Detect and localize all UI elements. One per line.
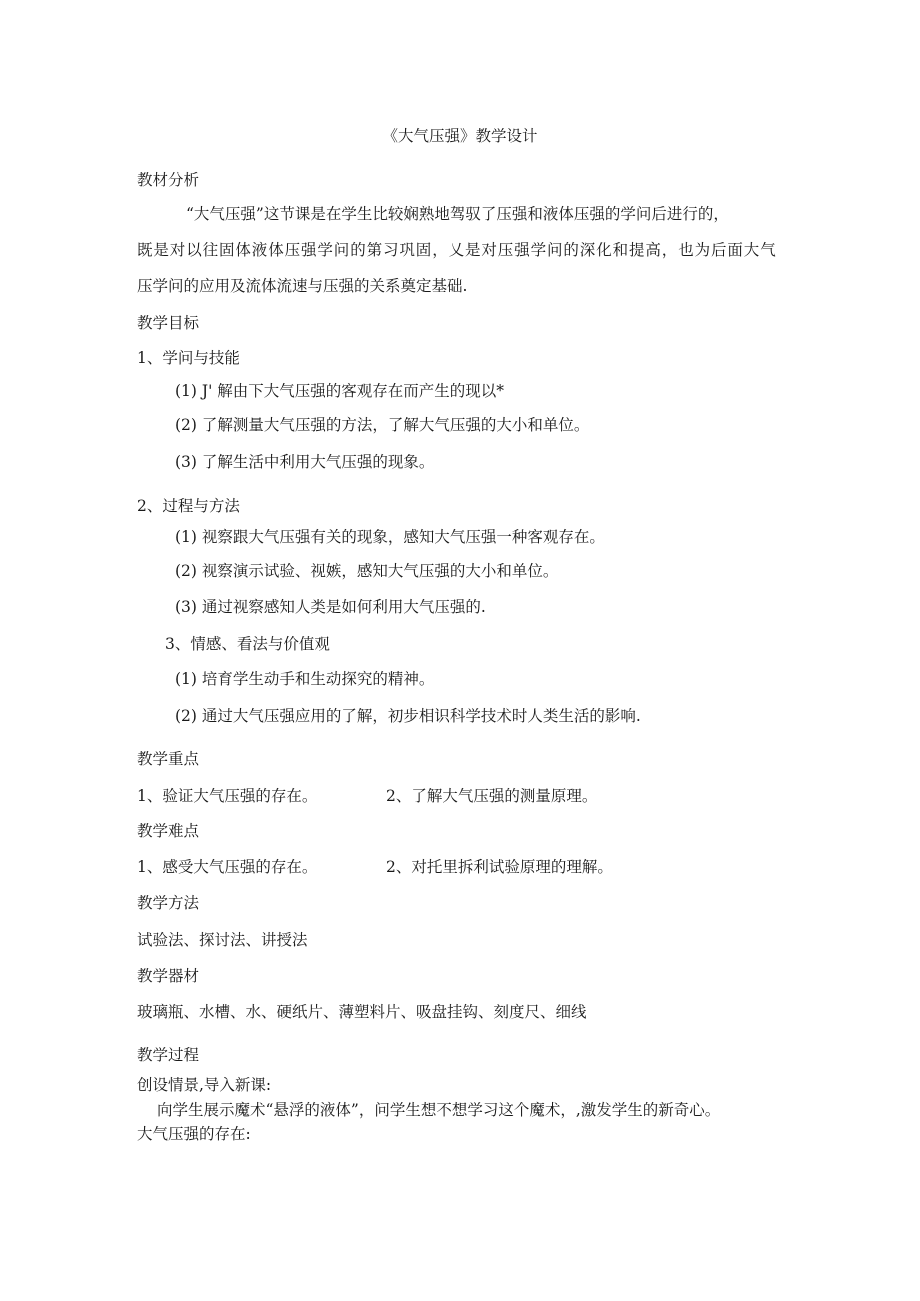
analysis-line-3: 压学问的应用及流体流速与压强的关系奠定基础. xyxy=(137,277,468,295)
goal-group-2-title: 2、过程与方法 xyxy=(137,497,240,515)
goal-group-3-title: 3、情感、看法与价值观 xyxy=(165,635,330,653)
difficulty-2: 2、对托里拆利试验原理的理解。 xyxy=(386,858,613,876)
goal-2-item-2: (2) 视察演示试验、视嫉，感知大气压强的大小和单位。 xyxy=(175,562,559,580)
goal-1-item-1: (1) J' 解由下大气压强的客观存在而产生的现以* xyxy=(175,382,505,400)
goal-3-item-2: (2) 通过大气压强应用的了解，初步相识科学技术时人类生活的影响. xyxy=(175,707,641,725)
goal-2-item-3: (3) 通过视察感知人类是如何利用大气压强的. xyxy=(175,598,486,616)
goal-3-item-1: (1) 培育学生动手和生动探究的精神。 xyxy=(175,670,435,688)
process-paragraph: 向学生展示魔术“悬浮的液体”，问学生想不想学习这个魔术，,激发学生的新奇心。 xyxy=(157,1101,721,1119)
analysis-line-1: “大气压强”这节课是在学生比较娴熟地驾驭了压强和液体压强的学问后进行的， xyxy=(186,205,729,223)
equipment-text: 玻璃瓶、水槽、水、硬纸片、薄塑料片、吸盘挂钩、刻度尺、细线 xyxy=(137,1003,587,1021)
section-heading-key-points: 教学重点 xyxy=(137,750,200,768)
analysis-line-2: 既是对以往固体液体压强学问的第习巩固，乂是对压强学问的深化和提高，也为后面大气 xyxy=(137,241,777,259)
section-heading-process: 教学过程 xyxy=(137,1046,200,1064)
goal-1-item-3: (3) 了解生活中利用大气压强的现象。 xyxy=(175,453,435,471)
goal-group-1-title: 1、学问与技能 xyxy=(137,349,240,367)
section-heading-equipment: 教学器材 xyxy=(137,967,200,985)
document-title: 《大气压强》教学设计 xyxy=(382,127,538,145)
goal-1-item-2: (2) 了解测量大气压强的方法，了解大气压强的大小和单位。 xyxy=(175,416,590,434)
process-subheading: 大气压强的存在: xyxy=(137,1125,251,1143)
difficulty-1: 1、感受大气压强的存在。 xyxy=(137,858,318,876)
key-point-2: 2、了解大气压强的测量原理。 xyxy=(386,787,598,805)
section-heading-goals: 教学目标 xyxy=(137,314,200,332)
goal-2-item-1: (1) 视察跟大气压强有关的现象，感知大气压强一种客观存在。 xyxy=(175,528,605,546)
section-heading-methods: 教学方法 xyxy=(137,894,200,912)
section-heading-difficulties: 教学难点 xyxy=(137,822,200,840)
methods-text: 试验法、探讨法、讲授法 xyxy=(137,931,308,949)
process-intro: 创设情景,导入新课: xyxy=(137,1076,272,1094)
key-point-1: 1、验证大气压强的存在。 xyxy=(137,787,318,805)
section-heading-analysis: 教材分析 xyxy=(137,171,200,189)
